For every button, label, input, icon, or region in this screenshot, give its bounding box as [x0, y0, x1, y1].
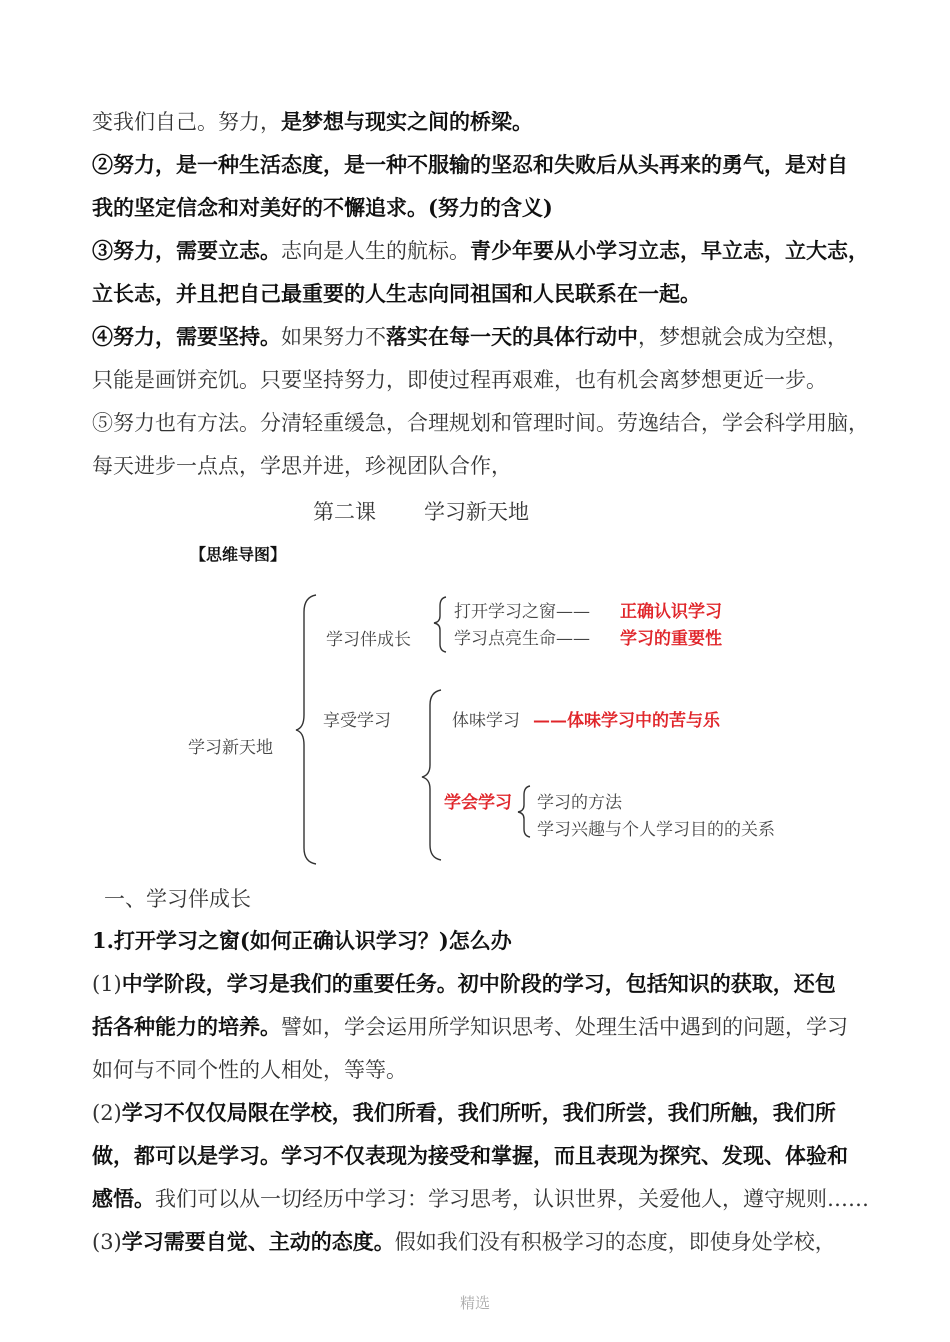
branch2-item1-result: ——体味学习中的苦与乐 — [533, 711, 720, 731]
text-segment: 是梦想与现实之间的桥梁。 — [281, 109, 533, 134]
item2-brace — [518, 786, 530, 837]
text-line-b1 — [92, 927, 892, 955]
text-segment: 志向是人生的航标。 — [281, 239, 470, 263]
text-segment: 譬如，学会运用所学知识思考、处理生活中遇到的问题，学习 — [281, 1015, 848, 1039]
text-segment: 学习需要自觉、主动的态度。 — [121, 1229, 395, 1254]
text-segment: ③努力，需要立志。 — [92, 238, 281, 263]
text-line-b3 — [92, 1013, 892, 1041]
text-line-b6 — [92, 1142, 892, 1170]
text-segment: 1.打开学习之窗(如何正确认识学习？)怎么办 — [92, 928, 512, 953]
text-segment: 落实在每一天的具体行动中 — [386, 324, 638, 349]
lesson-number: 第二课 — [313, 500, 376, 524]
branch1-item1-label: 打开学习之窗—— — [454, 602, 590, 622]
text-segment: 学习不仅仅局限在学校，我们所看，我们所听，我们所尝，我们所触，我们所 — [121, 1100, 836, 1125]
text-segment: 我的坚定信念和对美好的不懈追求。(努力的含义) — [92, 195, 553, 220]
lesson-name: 学习新天地 — [424, 500, 529, 524]
branch2-item2-label: 学会学习 — [444, 793, 512, 813]
branch2-brace — [422, 690, 441, 860]
text-segment: 立长志，并且把自己最重要的人生志向同祖国和人民联系在一起。 — [92, 281, 701, 306]
text-line-b8 — [92, 1228, 892, 1256]
root-brace — [296, 595, 316, 864]
branch1-item1-result: 正确认识学习 — [620, 602, 722, 622]
branch1-brace — [434, 597, 446, 652]
text-segment: 变我们自己。努力， — [92, 110, 281, 134]
text-line-b7 — [92, 1185, 892, 1213]
branch2-item2-sub2: 学习兴趣与个人学习目的的关系 — [537, 820, 775, 840]
text-segment: (2) — [92, 1101, 122, 1125]
text-segment: 做，都可以是学习。学习不仅表现为接受和掌握，而且表现为探究、发现、体验和 — [92, 1143, 848, 1168]
text-segment: 只能是画饼充饥。只要坚持努力，即使过程再艰难，也有机会离梦想更近一步。 — [92, 368, 827, 392]
branch2-label: 享受学习 — [323, 711, 391, 731]
text-line-b4 — [92, 1056, 892, 1084]
text-segment: ④努力，需要坚持。 — [92, 324, 281, 349]
text-segment: 如果努力不 — [281, 325, 386, 349]
text-segment: 中学阶段，学习是我们的重要任务。初中阶段的学习，包括知识的获取，还包 — [121, 971, 836, 996]
mindmap-root: 学习新天地 — [188, 738, 273, 758]
mindmap-heading: 【思维导图】 — [190, 545, 287, 564]
branch1-item2-label: 学习点亮生命—— — [454, 629, 590, 649]
branch2-item1-label: 体味学习 — [452, 711, 520, 731]
text-segment: (3) — [92, 1230, 122, 1254]
page-footer: 精选 — [459, 1294, 490, 1312]
branch1-item2-result: 学习的重要性 — [620, 629, 722, 649]
text-segment: ②努力，是一种生活态度，是一种不服输的坚忍和失败后从头再来的勇气，是对自 — [92, 152, 848, 177]
text-segment: ⑤努力也有方法。分清轻重缓急，合理规划和管理时间。劳逸结合，学会科学用脑， — [92, 411, 869, 435]
text-line-b2 — [92, 970, 892, 998]
text-segment: 括各种能力的培养。 — [92, 1014, 281, 1039]
section-heading: 一、学习伴成长 — [104, 887, 251, 911]
text-segment: (1) — [92, 972, 122, 996]
text-segment: 感悟。 — [92, 1186, 155, 1211]
text-segment: ，梦想就会成为空想， — [638, 325, 848, 349]
text-segment: 每天进步一点点，学思并进，珍视团队合作， — [92, 454, 512, 478]
branch1-label: 学习伴成长 — [326, 630, 411, 650]
text-segment: 青少年要从小学习立志，早立志，立大志， — [470, 238, 869, 263]
branch2-item2-sub1: 学习的方法 — [537, 793, 622, 813]
text-line-b5 — [92, 1099, 892, 1127]
text-segment: 假如我们没有积极学习的态度，即使身处学校， — [394, 1230, 836, 1254]
text-segment: 如何与不同个性的人相处，等等。 — [92, 1058, 407, 1082]
text-segment: 我们可以从一切经历中学习：学习思考，认识世界，关爱他人，遵守规则…… — [155, 1187, 869, 1211]
